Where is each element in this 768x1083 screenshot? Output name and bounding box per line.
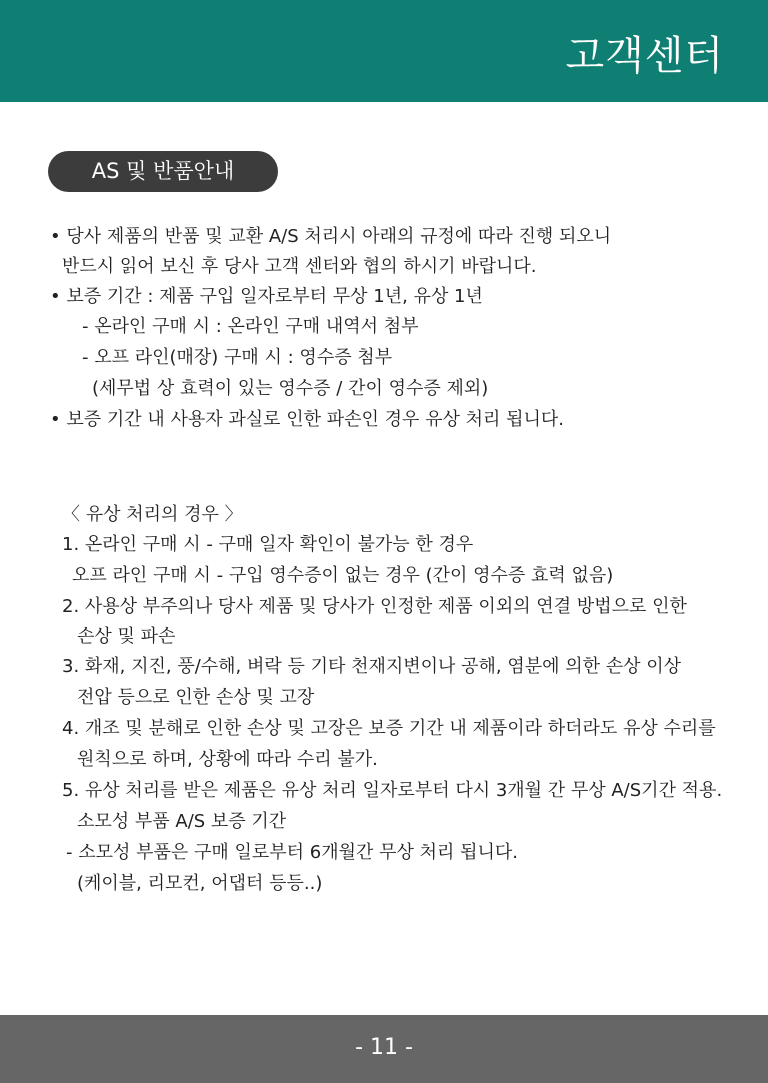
page-number: - 11 - [355,1035,413,1060]
case-line: 전압 등으로 인한 손상 및 고장 [77,687,315,708]
intro-line: • 보증 기간 내 사용자 과실로 인한 파손인 경우 유상 처리 됩니다. [50,409,564,430]
case-line: (케이블, 리모컨, 어댑터 등등..) [77,873,323,894]
intro-line: - 온라인 구매 시 : 온라인 구매 내역서 첨부 [82,316,419,337]
intro-line: • 보증 기간 : 제품 구입 일자로부터 무상 1년, 유상 1년 [50,286,483,307]
case-line: 오프 라인 구매 시 - 구입 영수증이 없는 경우 (간이 영수증 효력 없음) [72,565,614,586]
case-line: 2. 사용상 부주의나 당사 제품 및 당사가 인정한 제품 이외의 연결 방법으로 인한 [62,596,687,617]
section-title-badge: AS 및 반품안내 [48,151,278,192]
case-line: 원칙으로 하며, 상황에 따라 수리 불가. [77,749,378,770]
intro-line: (세무법 상 효력이 있는 영수증 / 간이 영수증 제외) [92,378,489,399]
cases-heading: 〈 유상 처리의 경우 〉 [62,504,243,525]
case-line: - 소모성 부품은 구매 일로부터 6개월간 무상 처리 됩니다. [66,842,518,863]
case-line: 5. 유상 처리를 받은 제품은 유상 처리 일자로부터 다시 3개월 간 무상 A/S기간 적용. [62,780,723,801]
case-line: 1. 온라인 구매 시 - 구매 일자 확인이 불가능 한 경우 [62,534,474,555]
case-line: 손상 및 파손 [77,626,176,647]
footer-bar [0,1015,768,1083]
case-line: 4. 개조 및 분해로 인한 손상 및 고장은 보증 기간 내 제품이라 하더라도 유상 수리를 [62,718,716,739]
intro-line: 반드시 읽어 보신 후 당사 고객 센터와 협의 하시기 바랍니다. [62,256,537,277]
case-line: 소모성 부품 A/S 보증 기간 [77,811,287,832]
intro-line: - 오프 라인(매장) 구매 시 : 영수증 첨부 [82,347,393,368]
header-bar [0,0,768,102]
intro-line: • 당사 제품의 반품 및 교환 A/S 처리시 아래의 규정에 따라 진행 되오니 [50,226,612,247]
case-line: 3. 화재, 지진, 풍/수해, 벼락 등 기타 천재지변이나 공해, 염분에 의한 손상 이상 [62,656,682,677]
page-title: 고객센터 [565,33,724,79]
